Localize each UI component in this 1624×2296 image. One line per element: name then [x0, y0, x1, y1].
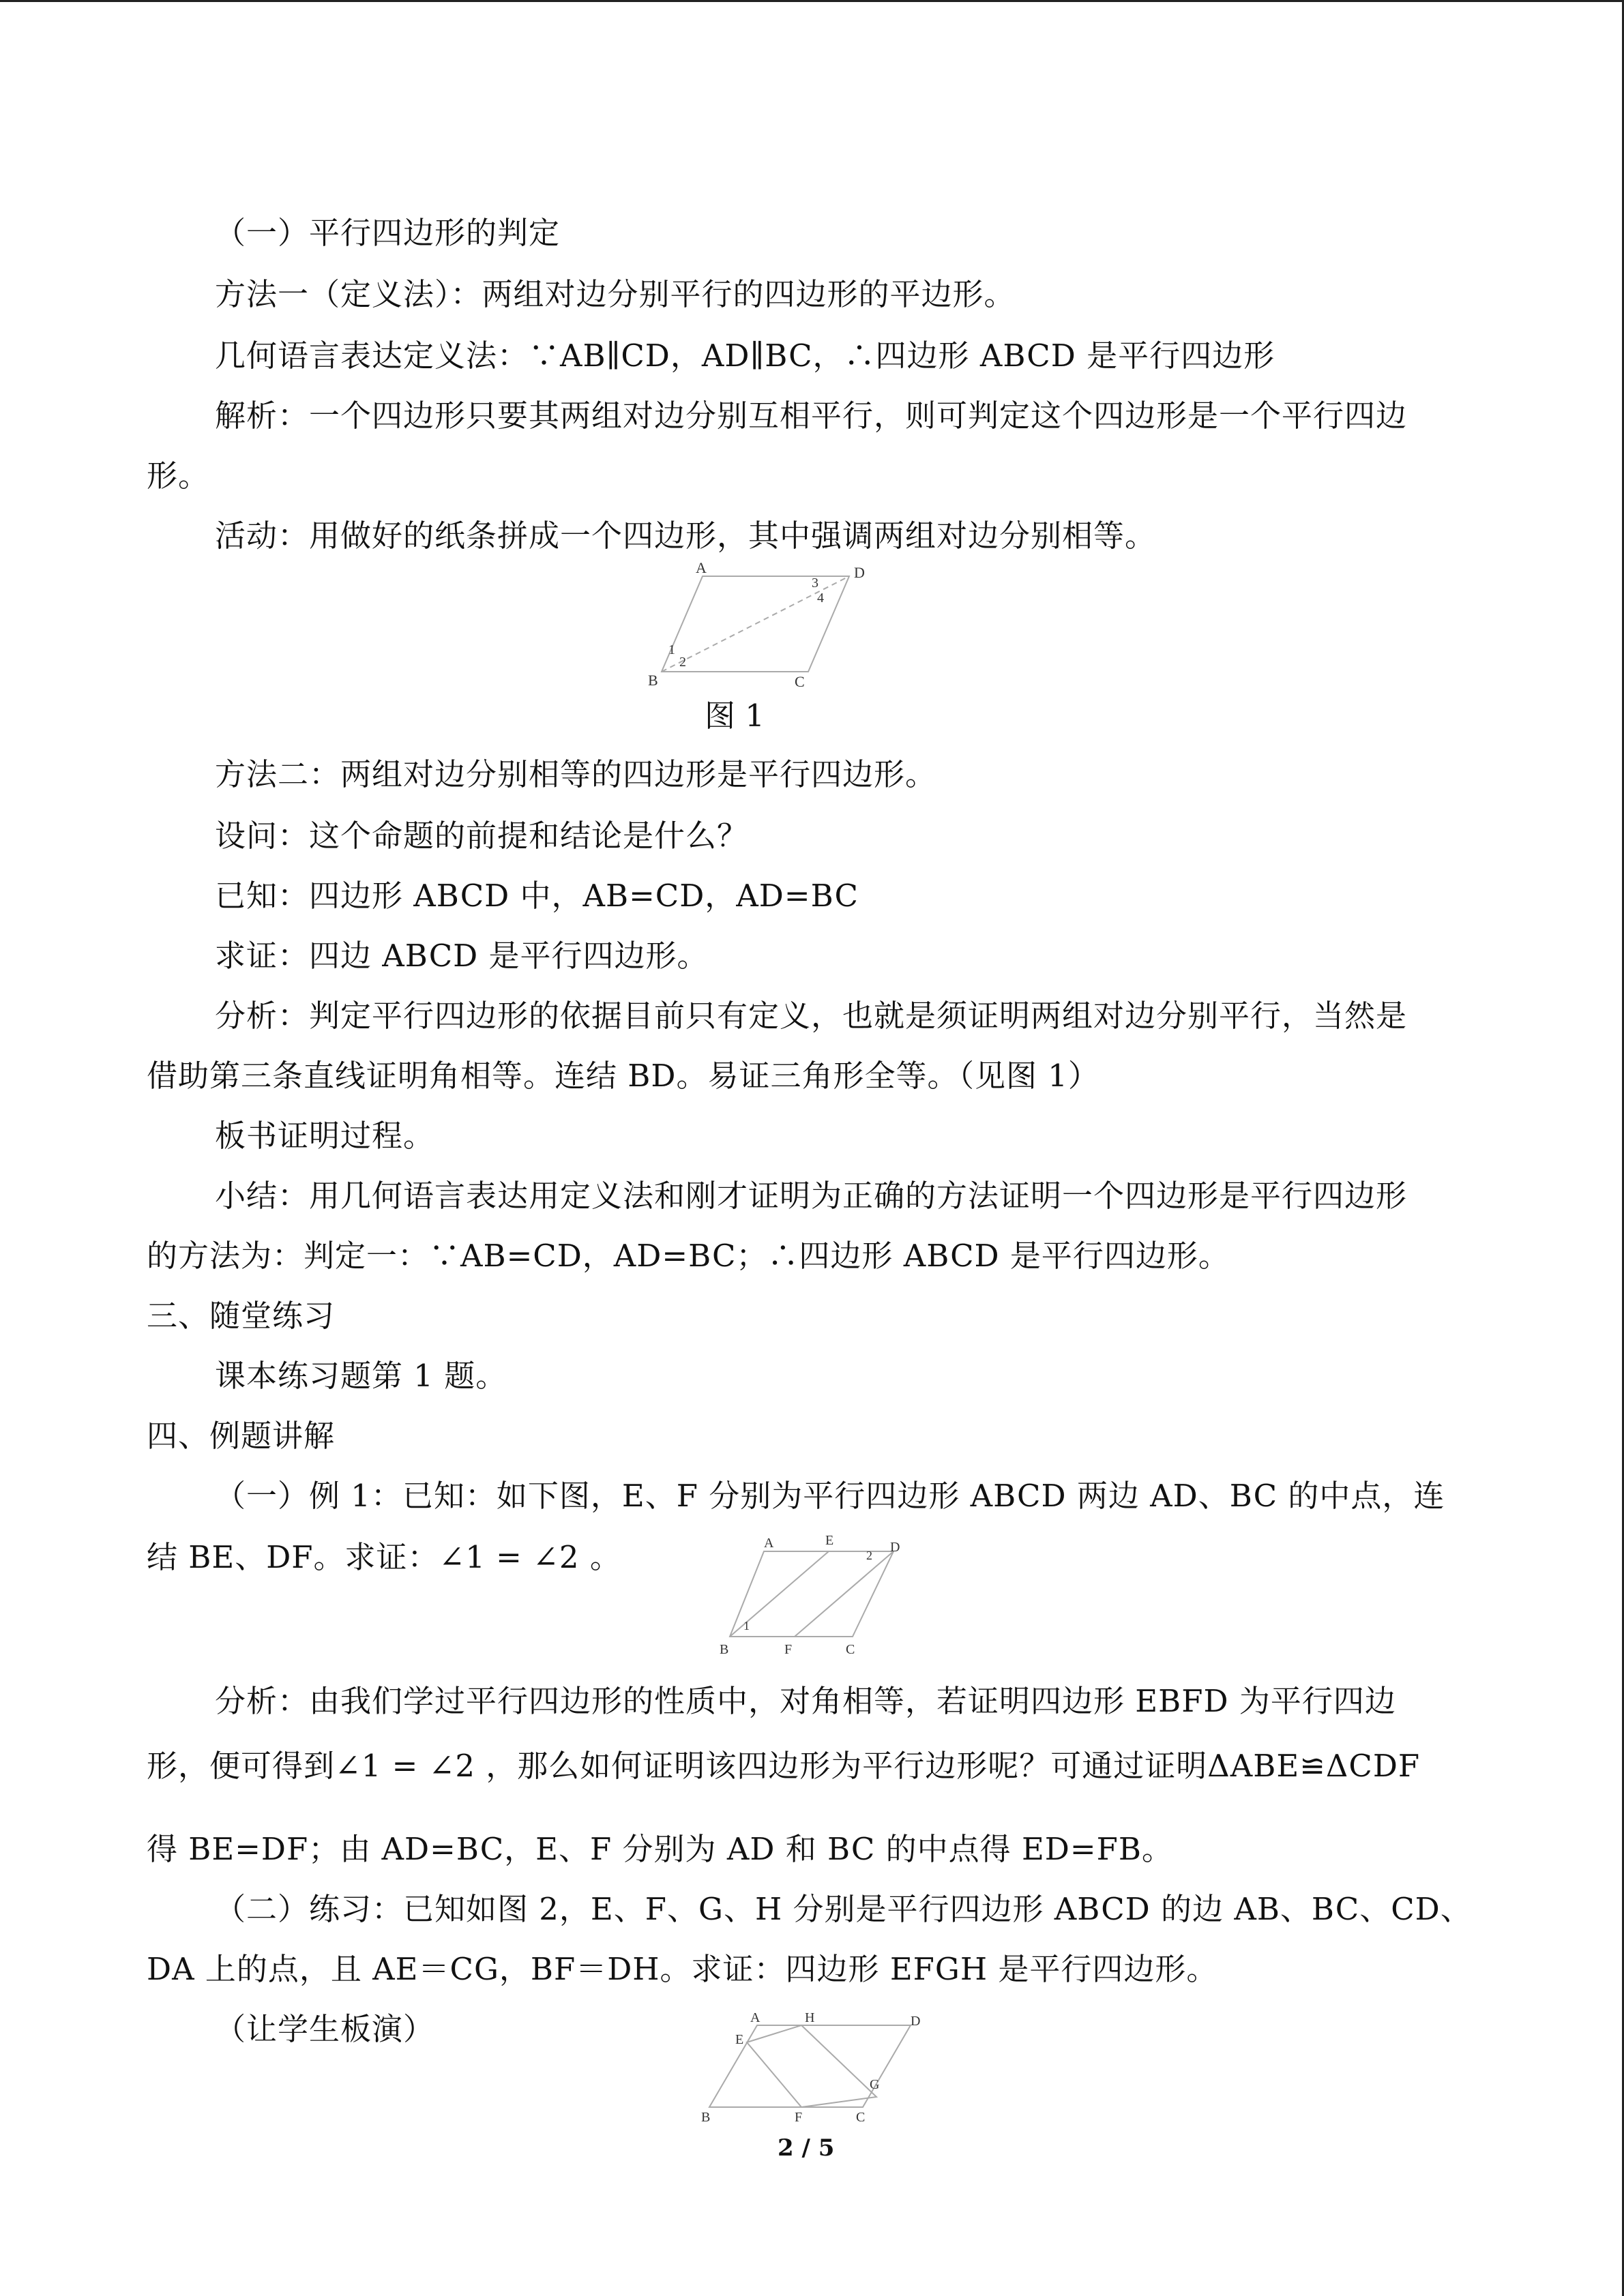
angle-4-label: 4 [817, 591, 824, 606]
label-b: B [720, 1642, 729, 1657]
section-heading-examples: 四、例题讲解 [147, 1418, 336, 1454]
angle-1-label: 1 [743, 1619, 750, 1632]
label-d: D [890, 1540, 900, 1555]
label-g: G [870, 2077, 880, 2092]
angle-3-label: 3 [812, 576, 818, 591]
label-c: C [856, 2110, 866, 2125]
angle-2-label: 2 [679, 655, 686, 670]
text-line: 活动：用做好的纸条拼成一个四边形，其中强调两组对边分别相等。 [215, 518, 1157, 554]
figure-2-efgh [696, 2008, 934, 2124]
text-line: （二）练习：已知如图 2，E、F、G、H 分别是平行四边形 ABCD 的边 AB、BC、CD、 [215, 1891, 1472, 1927]
text-line: 结 BE、DF。求证：∠1 = ∠2 。 [147, 1539, 621, 1575]
section-heading-practice: 三、随堂练习 [147, 1298, 336, 1334]
text-line: 借助第三条直线证明角相等。连结 BD。易证三角形全等。（见图 1） [147, 1058, 1099, 1094]
label-e: E [825, 1533, 834, 1548]
text-line: 解析：一个四边形只要其两组对边分别互相平行，则可判定这个四边形是一个平行四边 [215, 398, 1408, 434]
label-a: A [764, 1536, 774, 1551]
example-1-figure [720, 1531, 917, 1660]
label-e: E [735, 2032, 744, 2047]
label-c: C [846, 1642, 855, 1657]
text-line: 已知：四边形 ABCD 中，AB=CD，AD=BC [215, 878, 859, 914]
text-line: 形，便可得到∠1 = ∠2 ，那么如何证明该四边形为平行边形呢？可通过证明ΔABE≌ΔCDF [147, 1748, 1421, 1784]
angle-2-label: 2 [866, 1549, 872, 1562]
label-h: H [805, 2010, 815, 2025]
text-line: 的方法为：判定一：∵AB=CD，AD=BC；∴四边形 ABCD 是平行四边形。 [147, 1238, 1230, 1274]
text-line: 方法二：两组对边分别相等的四边形是平行四边形。 [215, 756, 937, 792]
text-line: 课本练习题第 1 题。 [215, 1358, 507, 1394]
text-line: （让学生板演） [215, 2011, 435, 2047]
text-line: 形。 [147, 458, 210, 494]
text-line: 小结：用几何语言表达用定义法和刚才证明为正确的方法证明一个四边形是平行四边形 [215, 1178, 1408, 1214]
label-b: B [701, 2110, 711, 2125]
angle-1-label: 1 [668, 642, 675, 657]
text-line: 方法一（定义法）：两组对边分别平行的四边形的平边形。 [215, 276, 1016, 312]
figure-1-parallelogram [641, 559, 873, 692]
text-line: 求证：四边 ABCD 是平行四边形。 [215, 938, 709, 974]
text-line: 分析：由我们学过平行四边形的性质中，对角相等，若证明四边形 EBFD 为平行四边 [215, 1683, 1396, 1719]
page-number: 2 / 5 [778, 2134, 835, 2162]
figure-1-caption: 图 1 [705, 698, 765, 734]
label-a: A [696, 559, 707, 576]
label-a: A [750, 2010, 761, 2025]
label-f: F [784, 1642, 793, 1657]
section-heading-judgment: （一）平行四边形的判定 [215, 215, 561, 251]
label-d: D [854, 564, 865, 581]
text-line: 设问：这个命题的前提和结论是什么？ [215, 818, 749, 854]
text-line: 分析：判定平行四边形的依据目前只有定义，也就是须证明两组对边分别平行，当然是 [215, 998, 1408, 1034]
page-top-border [0, 0, 1624, 2]
label-d: D [911, 2014, 921, 2029]
text-line: （一）例 1：已知：如下图，E、F 分别为平行四边形 ABCD 两边 AD、BC 的中点，连 [215, 1478, 1445, 1514]
text-line: 几何语言表达定义法：∵AB∥CD，AD∥BC，∴四边形 ABCD 是平行四边形 [215, 338, 1275, 374]
text-line: 板书证明过程。 [215, 1118, 435, 1154]
label-f: F [795, 2110, 803, 2125]
label-b: B [648, 672, 658, 689]
text-line: 得 BE=DF；由 AD=BC，E、F 分别为 AD 和 BC 的中点得 ED=FB。 [147, 1831, 1173, 1867]
label-c: C [795, 673, 805, 690]
text-line: DA 上的点，且 AE＝CG，BF＝DH。求证：四边形 EFGH 是平行四边形。 [147, 1951, 1218, 1987]
